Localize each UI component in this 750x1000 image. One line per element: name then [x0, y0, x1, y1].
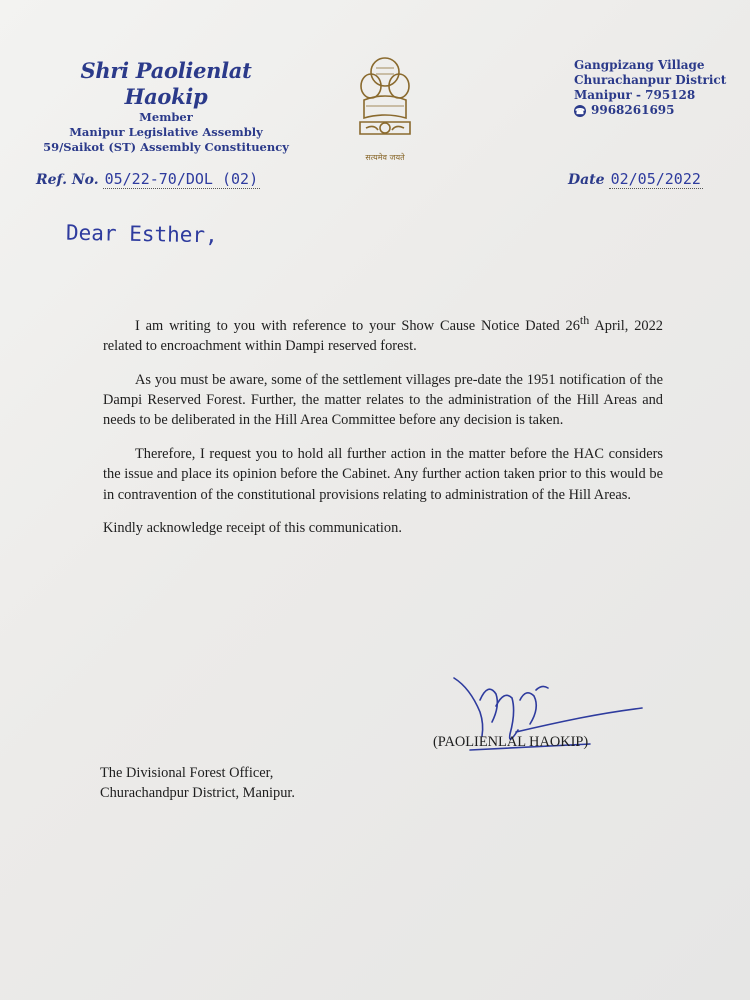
- letterhead-assembly: Manipur Legislative Assembly: [69, 125, 263, 139]
- date-label: Date: [568, 172, 605, 188]
- addressee-line: Churachandpur District, Manipur.: [100, 785, 296, 801]
- address-line: Gangpizang Village: [574, 58, 705, 72]
- body-text: April, 2022 related to encroachment within Dampi reserved forest.: [103, 317, 663, 355]
- letterhead-constituency: 59/Saikot (ST) Assembly Constituency: [43, 140, 289, 154]
- salutation: Dear Esther,: [65, 220, 218, 248]
- ref-number-row: [36, 170, 260, 189]
- phone-icon: ☎: [575, 105, 585, 116]
- state-emblem-icon: [346, 50, 424, 168]
- letterhead-role: Member: [139, 110, 193, 124]
- signatory-name: (PAOLIENLAL HAOKIP): [433, 734, 589, 750]
- date-value: 02/05/2022: [610, 170, 701, 188]
- handwritten-signature: [430, 660, 660, 770]
- phone-row: [574, 103, 744, 118]
- superscript: th: [579, 313, 590, 327]
- letterhead-left: [36, 58, 296, 155]
- body-paragraph: [103, 310, 663, 357]
- date-row: [568, 170, 703, 189]
- letterhead-name: Shri Paolienlat Haokip: [80, 58, 252, 109]
- body-paragraph: As you must be aware, some of the settlement villages pre-date the 1951 notification of the Dampi Reserved Forest. Further, the matter relates to the administration of the Hill Areas and needs to be deliberated in the Hill Area Committee before any decision is taken.: [103, 371, 663, 429]
- body-paragraph: Therefore, I request you to hold all further action in the matter before the HAC considers the issue and place its opinion before the Cabinet. Any further action taken prior to this would be in contravention of the constitutional provisions relating to administration of the Hill Areas.: [103, 445, 663, 503]
- body-text: I am writing to you with reference to your Show Cause Notice Dated 26: [135, 317, 580, 334]
- body-paragraph: Kindly acknowledge receipt of this communication.: [103, 520, 402, 537]
- address-line: Manipur - 795128: [574, 88, 696, 102]
- emblem-caption: सत्यमेव जयते: [365, 153, 405, 162]
- ref-value: 05/22-70/DOL (02): [104, 170, 259, 188]
- addressee-block: [100, 763, 295, 803]
- letterhead-right: [574, 58, 744, 118]
- address-line: Churachanpur District: [574, 73, 727, 87]
- ref-label: Ref. No.: [36, 172, 99, 188]
- phone-number: 9968261695: [591, 103, 675, 117]
- letter-body: [103, 310, 663, 551]
- addressee-line: The Divisional Forest Officer,: [100, 765, 274, 781]
